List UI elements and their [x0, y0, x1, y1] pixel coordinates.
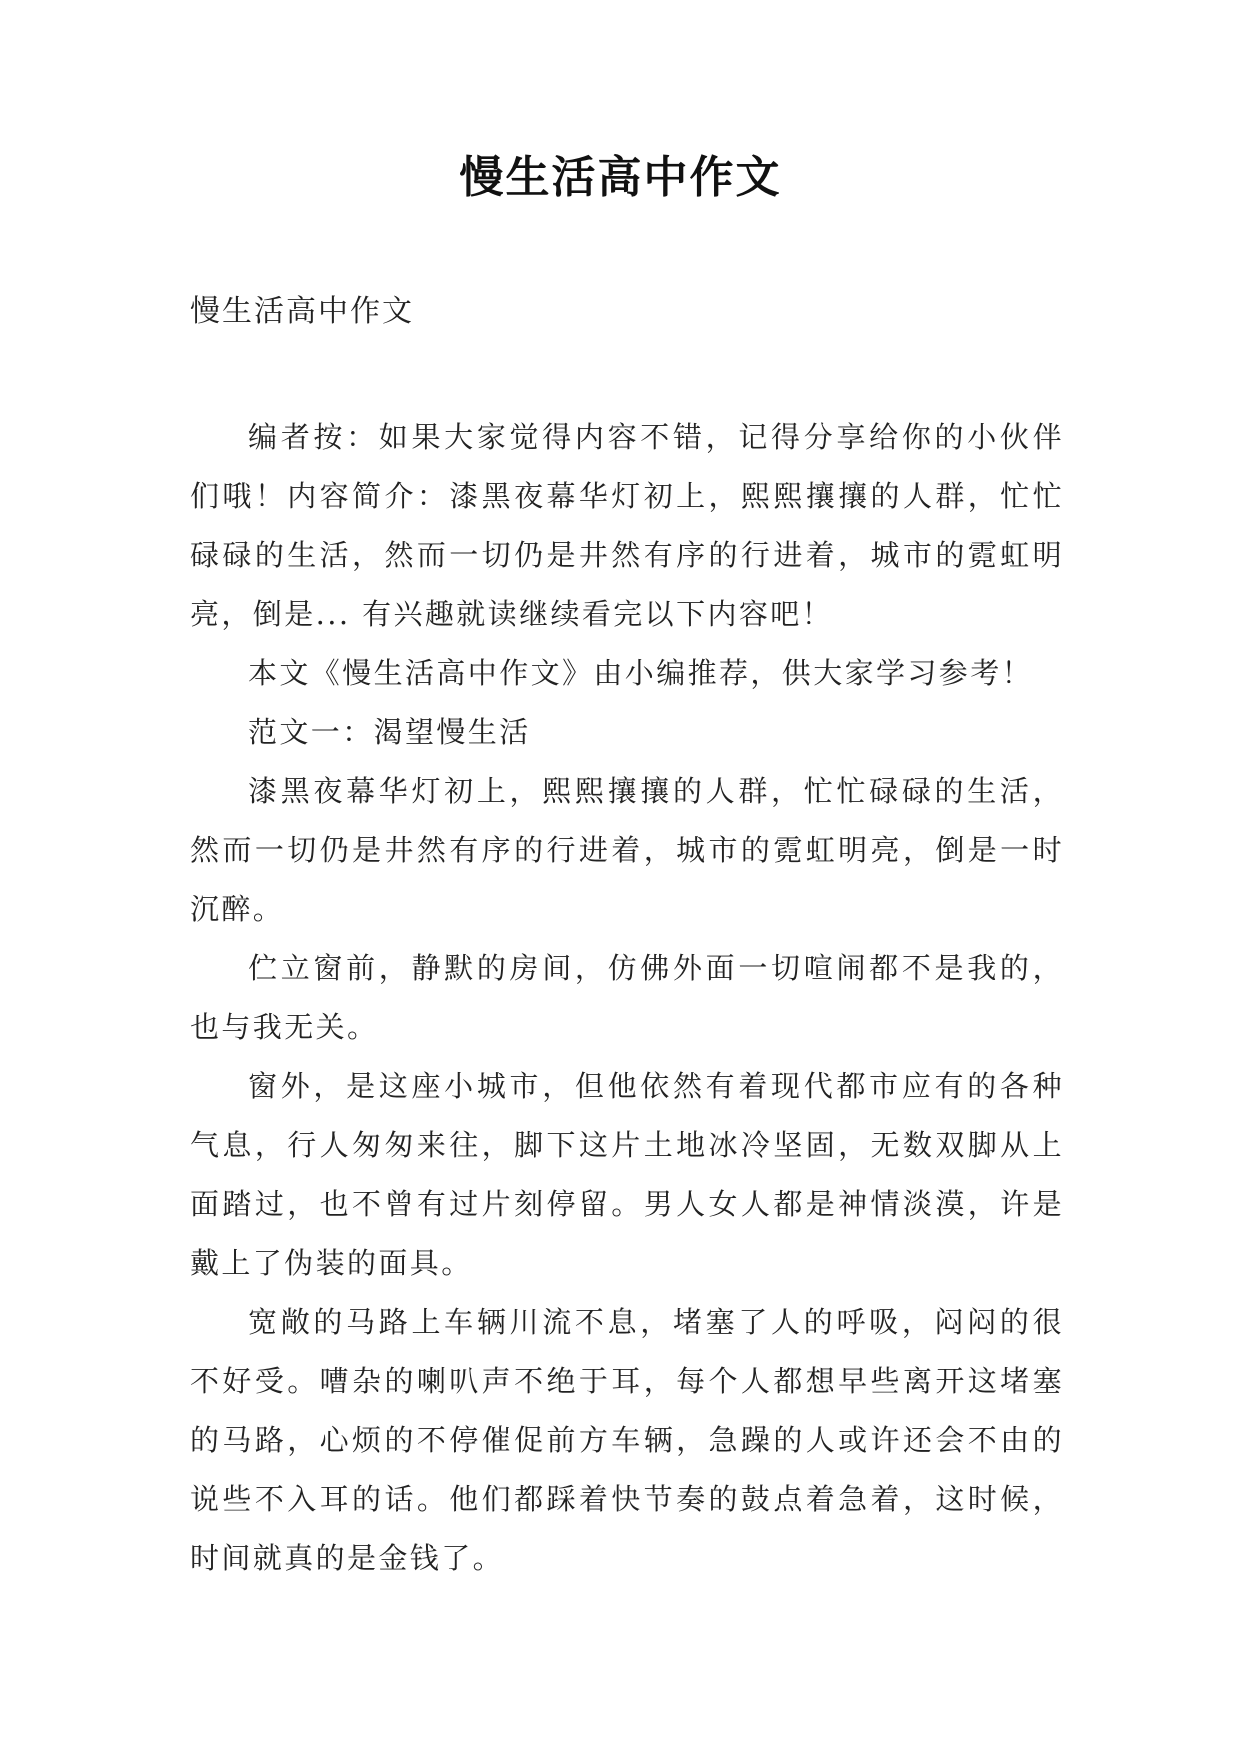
paragraph-essay-heading: 范文一：渴望慢生活 [248, 715, 531, 749]
document-subtitle: 慢生活高中作文 [190, 294, 414, 329]
paragraph-body: 宽敞的马路上车辆川流不息，堵塞了人的呼吸，闷闷的很不好受。嘈杂的喇叭声不绝于耳，每个人都想早些离开这堵塞的马路，心烦的不停催促前方车辆，急躁的人或许还会不由的说些不入耳的话。他们都踩着快节奏的鼓点着急着，这时候，时间就真的是金钱了。 [190, 1305, 1064, 1575]
paragraph-body: 漆黑夜幕华灯初上，熙熙攘攘的人群，忙忙碌碌的生活，然而一切仍是井然有序的行进着，城市的霓虹明亮，倒是一时沉醉。 [190, 774, 1064, 926]
document-title: 慢生活高中作文 [459, 152, 782, 203]
document-body [190, 408, 1064, 1588]
paragraph-editor-note: 编者按：如果大家觉得内容不错，记得分享给你的小伙伴们哦！内容简介：漆黑夜幕华灯初上，熙熙攘攘的人群，忙忙碌碌的生活，然而一切仍是井然有序的行进着，城市的霓虹明亮，倒是... 有兴趣就读继续看完以下内容吧！ [190, 420, 1064, 631]
paragraph-body: 窗外，是这座小城市，但他依然有着现代都市应有的各种气息，行人匆匆来往，脚下这片土地冰冷坚固，无数双脚从上面踏过，也不曾有过片刻停留。男人女人都是神情淡漠，许是戴上了伪装的面具。 [190, 1069, 1064, 1280]
paragraph-recommendation: 本文《慢生活高中作文》由小编推荐，供大家学习参考！ [248, 656, 1034, 690]
paragraph-body: 伫立窗前，静默的房间，仿佛外面一切喧闹都不是我的，也与我无关。 [190, 951, 1064, 1044]
